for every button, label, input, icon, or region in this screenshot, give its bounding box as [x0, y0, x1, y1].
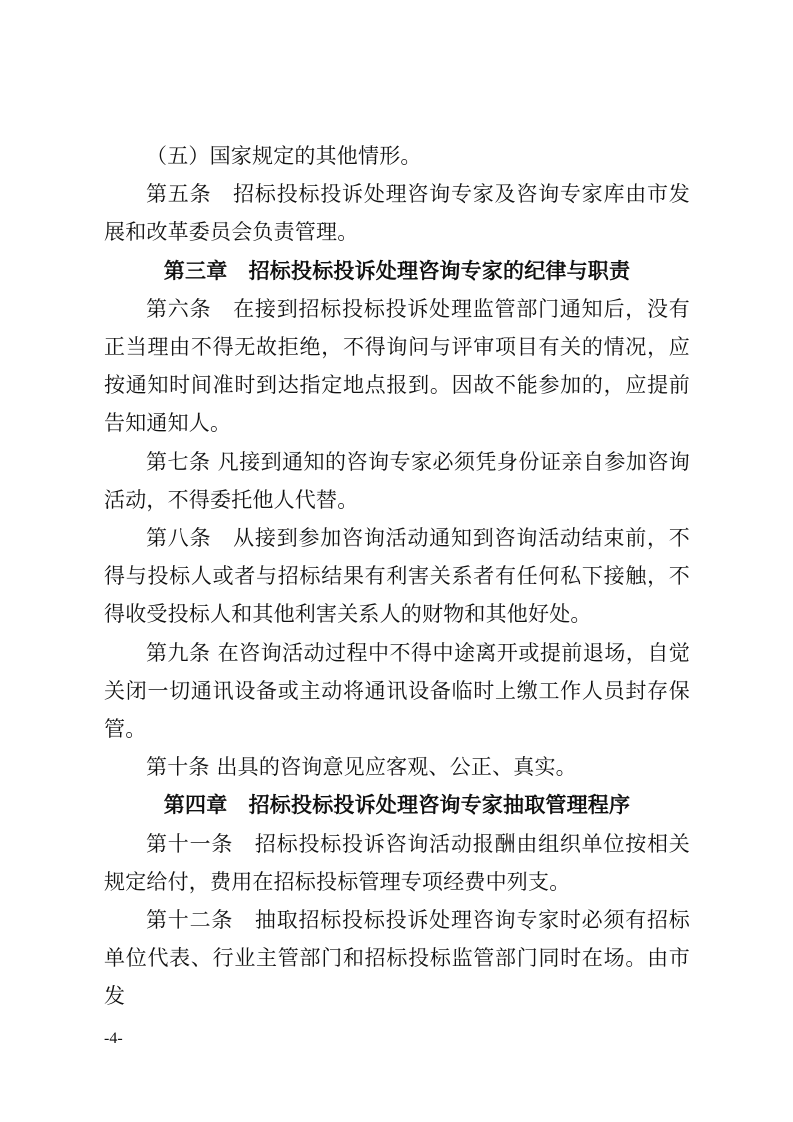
chapter-4-heading: 第四章 招标投标投诉处理咨询专家抽取管理程序 — [163, 793, 631, 818]
article-6: 第六条 在接到招标投标投诉处理监管部门通知后，没有正当理由不得无故拒绝，不得询问与评审项目有关的情况，应按通知时间准时到达指定地点报到。因故不能参加的，应提前告知通知人。 — [104, 296, 690, 436]
article-11: 第十一条 招标投标投诉咨询活动报酬由组织单位按相关规定给付，费用在招标投标管理专项经费中列支。 — [104, 831, 690, 894]
page-number: -4- — [104, 1030, 123, 1047]
clause-item-5: （五）国家规定的其他情形。 — [146, 144, 422, 168]
article-7: 第七条 凡接到通知的咨询专家必须凭身份证亲自参加咨询活动，不得委托他人代替。 — [104, 449, 690, 512]
article-9: 第九条 在咨询活动过程中不得中途离开或提前退场，自觉关闭一切通讯设备或主动将通讯设备临时上缴工作人员封存保管。 — [104, 640, 690, 742]
chapter-3-heading: 第三章 招标投标投诉处理咨询专家的纪律与职责 — [163, 258, 631, 283]
article-8: 第八条 从接到参加咨询活动通知到咨询活动结束前，不得与投标人或者与招标结果有利害关系者有任何私下接触，不得收受投标人和其他利害关系人的财物和其他好处。 — [104, 526, 690, 627]
article-5: 第五条 招标投标投诉处理咨询专家及咨询专家库由市发展和改革委员会负责管理。 — [104, 182, 690, 245]
article-10: 第十条 出具的咨询意见应客观、公正、真实。 — [146, 755, 577, 780]
document-body — [104, 137, 690, 1016]
article-12: 第十二条 抽取招标投标投诉处理咨询专家时必须有招标单位代表、行业主管部门和招标投标监管部门同时在场。由市发 — [104, 908, 690, 1009]
